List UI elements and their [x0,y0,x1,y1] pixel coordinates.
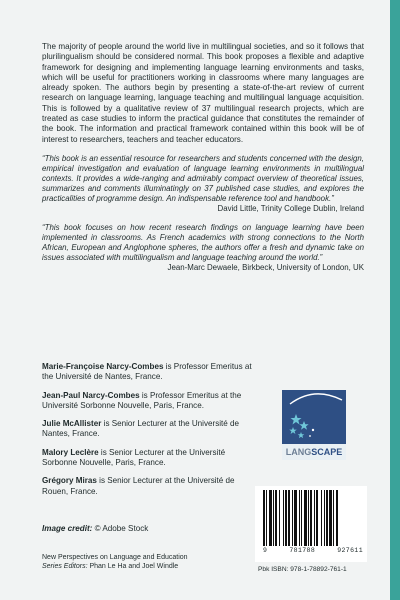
author-affiliation: is Senior Lecturer at the Université de Nantes, France. [42,419,240,439]
author-affiliation: is Professor Emeritus at the Université Sorbonne Nouvelle, Paris, France. [42,390,242,410]
author-name: Grégory Miras [42,476,97,486]
series-editors-label: Series Editors: [42,563,88,570]
author-name: Marie-Françoise Narcy-Combes [42,362,164,371]
image-credit-value: © Adobe Stock [92,524,149,533]
series-title: New Perspectives on Language and Education [42,554,188,561]
accent-stripe [390,0,400,600]
endorsement-attribution-1: David Little, Trinity College Dublin, Ireland [217,203,364,213]
barcode-digit-group: 927611 [337,547,363,554]
author-bio [42,362,252,383]
endorsement-quote-1: “This book is an essential resource for researchers and students concerned with the design, empirical investigation and evaluation of language learning environments in multilingual contexts. It provides a wide-ranging and admirably compact overview of theoretical issues, summarizes and comments illuminatingly on 37 published case studies, and explores the practicalities of programme design. An indispensable reference tool and handbook.” [42,153,364,203]
author-affiliation: is Senior Lecturer at the Université Sorbonne Nouvelle, Paris, France. [42,447,226,468]
series-editors-line [42,562,188,571]
barcode-digit-group: 9 [263,547,268,554]
endorsement-quote-2: “This book focuses on how recent research findings on language learning have been implemented in classrooms. As French academics with strong connections to the North African, European and Anglophone spheres, the authors offer a fresh and dynamic take on issues associated with multilingualism and language teaching around the world.” [42,222,364,262]
author-affiliation: is Senior Lecturer at the Université de Rouen, France. [42,476,235,496]
image-credit [42,524,148,533]
author-name: Jean-Paul Narcy-Combes [42,390,140,400]
endorsement-attribution-2: Jean-Marc Dewaele, Birkbeck, University of London, UK [167,262,364,272]
image-credit-label: Image credit: [42,524,93,533]
author-name: Malory Leclère [42,447,99,457]
author-bio [42,448,252,469]
book-blurb: The majority of people around the world live in multilingual societies, and so it follows that plurilingualism should be considered normal. This book proposes a flexible and adaptive framework for designing and implementing language learning environments and tasks, which will be useful for practitioners working in classrooms where many languages are already spoken. The authors begin by presenting a state-of-the-art review of current research on language learning, language teaching and multilingual language acquisition. This is followed by a qualitative review of 37 multilingual research projects, which are treated as case studies to inform the practical guidance that constitutes the remainder of the book. The information and practical framework contained within this book will be of interest to researchers, teachers and teacher educators. [42,42,364,144]
author-bio [42,391,252,412]
series-editors: Phan Le Ha and Joel Windle [87,563,179,570]
barcode-digit-group: 781788 [289,547,316,554]
author-name: Julie McAllister [42,419,102,429]
langscape-logo [282,390,346,460]
text-column [42,42,364,273]
logo-scape-text: SCAPE [311,447,343,457]
isbn-label: Pbk ISBN: 978-1-78892-761-1 [258,566,347,573]
logo-wordmark [282,444,346,460]
barcode-bars [261,490,361,548]
series-info [42,553,188,571]
author-bios [42,362,252,505]
author-bio [42,476,252,497]
barcode [255,486,367,562]
author-bio [42,419,252,440]
logo-lang-text: LANG [285,447,312,457]
barcode-digits [263,547,363,554]
author-affiliation: is Professor Emeritus at the Université de Nantes, France. [42,362,252,382]
stars-icon [282,390,346,444]
